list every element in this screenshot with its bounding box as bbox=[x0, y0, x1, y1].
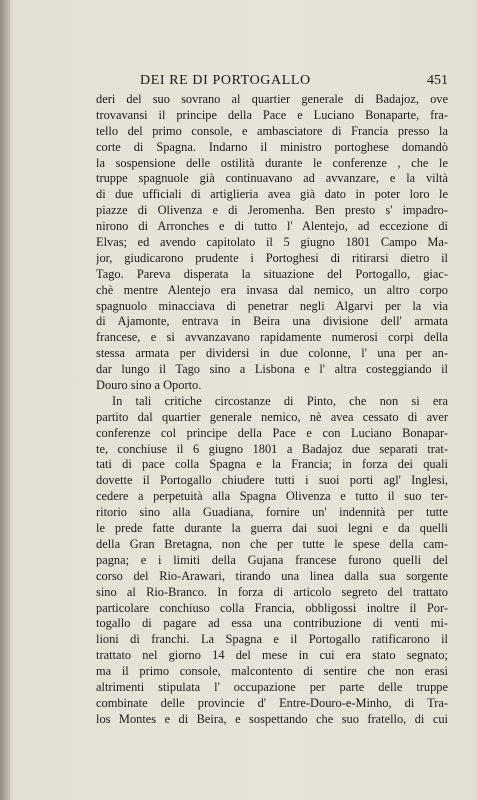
text-line: Tago. Pareva disperata la situazione del Portogallo, giac- bbox=[96, 266, 448, 281]
text-line: di Ajamonte, entrava in Beira una divisione dell' armata bbox=[96, 314, 448, 329]
text-line: lioni di franchi. La Spagna e il Portogallo ratificarono il bbox=[96, 632, 448, 647]
text-line: piazze di Olivenza e di Jeromenha. Ben presto s' impadro- bbox=[96, 203, 448, 218]
text-line: cedere a perpetuità alla Spagna Olivenza e tutto il suo ter- bbox=[96, 489, 448, 504]
text-line: combinate delle provincie d' Entre-Douro-e-Minho, di Tra- bbox=[96, 695, 448, 710]
paragraph bbox=[96, 394, 448, 728]
text-line: Douro sino a Oporto. bbox=[96, 378, 202, 393]
text-line: togallo di pagare ad essa una contribuzione di venti mi- bbox=[96, 616, 448, 631]
text-line: sino al Rio-Branco. In forza di articolo segreto del trattato bbox=[96, 584, 448, 599]
text-line: partito dal quartier generale nemico, nè avea cessato di aver bbox=[96, 409, 448, 424]
text-line: la sospensione delle ostilità durante le conferenze , che le bbox=[96, 155, 448, 170]
text-line: trattato nel giorno 14 del mese in cui era stato segnato; bbox=[96, 648, 448, 663]
text-line: pagna; e i limiti della Gujana francese furono quelli del bbox=[96, 552, 448, 567]
text-line: corte di Spagna. Indarno il ministro portoghese domandò bbox=[96, 139, 448, 154]
text-line: jor, giudicarono prudente i Portoghesi di ritirarsi dietro il bbox=[96, 250, 448, 265]
page-gutter bbox=[0, 0, 10, 800]
text-line: di due ufficiali di artiglieria avea già dato in poter loro le bbox=[96, 187, 448, 202]
text-line: nirono di Arronches e di tutto l' Alentejo, ad eccezione di bbox=[96, 219, 448, 234]
text-line: tati di pace colla Spagna e la Francia; in forza dei quali bbox=[96, 457, 448, 472]
text-line: stessa armata per dividersi in due colonne, l' una per an- bbox=[96, 346, 448, 361]
running-title: DEI RE DI PORTOGALLO bbox=[140, 73, 311, 88]
text-line: tello del primo console, e ambasciatore di Francia presso la bbox=[96, 123, 448, 138]
text-line: los Montes e di Beira, e sospettando che suo fratello, di cui bbox=[96, 711, 448, 726]
text-line: trovavansi il principe della Pace e Luciano Bonaparte, fra- bbox=[96, 107, 448, 122]
page-number: 451 bbox=[427, 73, 448, 88]
running-header bbox=[96, 73, 448, 93]
text-line: truppe spagnuole già continuavano ad avvanzare, e la viltà bbox=[96, 171, 448, 186]
text-line: spagnuolo minacciava di penetrar negli Algarvi per la via bbox=[96, 298, 448, 313]
text-line: particolare conchiuso colla Francia, obbligossi inoltre il Por- bbox=[96, 600, 448, 615]
text-line: In tali critiche circostanze di Pinto, che non si era bbox=[112, 393, 448, 408]
text-line: francese, e si avvanzavano rapidamente numerosi corpi della bbox=[96, 330, 448, 345]
text-line: conferenze col principe della Pace e con Luciano Bonapar- bbox=[96, 425, 448, 440]
text-line: le prede fatte durante la guerra dai suoi legni e da quelli bbox=[96, 521, 448, 536]
text-line: Elvas; ed avendo capitolato il 5 giugno 1801 Campo Ma- bbox=[96, 235, 448, 250]
text-line: deri del suo sovrano al quartier generale di Badajoz, ove bbox=[96, 92, 448, 106]
body-text bbox=[96, 92, 448, 728]
text-line: dovette il Portogallo chiudere tutti i suoi porti agl' Inglesi, bbox=[96, 473, 448, 488]
text-line: chè mentre Alentejo era invasa dal nemico, un altro corpo bbox=[96, 282, 448, 297]
text-line: te, conchiuse il 6 giugno 1801 a Badajoz due separati trat- bbox=[96, 441, 448, 456]
text-line: dar lungo il Tago sino a Lisbona e l' altra costeggiando il bbox=[96, 362, 448, 377]
paragraph bbox=[96, 92, 448, 394]
text-line: corso del Rio-Arawari, tirando una linea dalla sua sorgente bbox=[96, 568, 448, 583]
text-line: ma il primo console, malcontento di sentire che non erasi bbox=[96, 664, 448, 679]
text-line: della Gran Bretagna, non che per tutte le spese della cam- bbox=[96, 536, 448, 551]
text-line: ritorio sino alla Guadiana, fornire un' indennità per tutte bbox=[96, 505, 448, 520]
text-line: altrimenti stipulata l' occupazione per parte delle truppe bbox=[96, 679, 448, 694]
